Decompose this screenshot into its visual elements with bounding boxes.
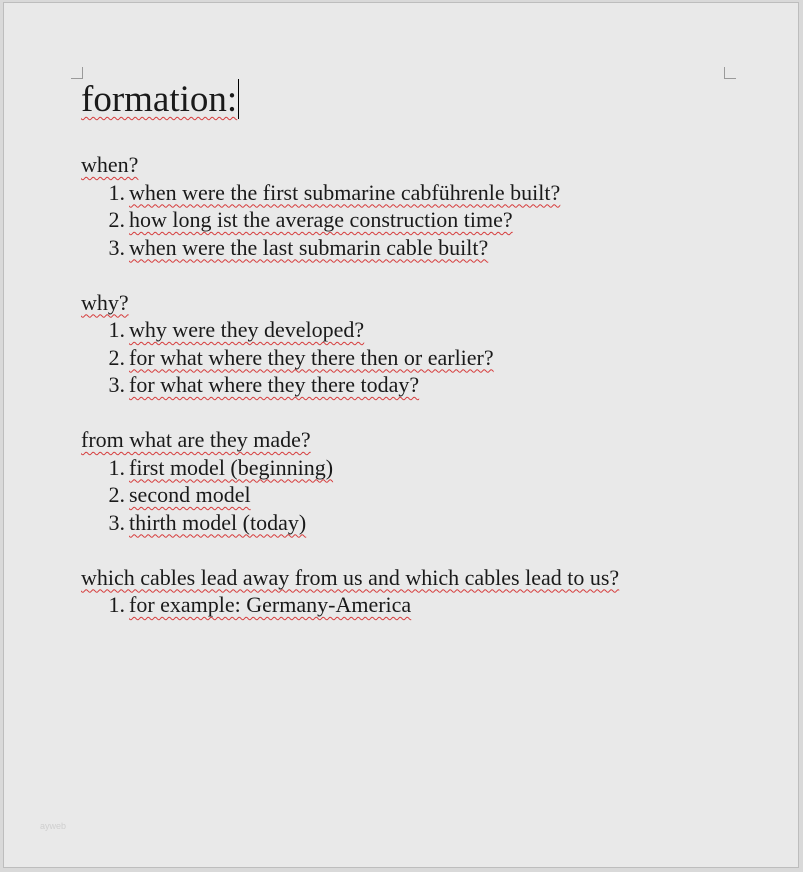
margin-corner-top-right (724, 67, 736, 79)
margin-corner-top-left (71, 67, 83, 79)
list-item-text: for example: Germany-America (129, 592, 412, 617)
heading-text: which cables lead away from us and which cables lead to us? (81, 564, 620, 590)
list-item-text: thirth model (today) (129, 509, 307, 535)
heading-text: when? (81, 152, 139, 177)
list-item-text: for what where they there today? (129, 372, 420, 397)
numbered-list (81, 454, 761, 537)
document-title[interactable] (81, 79, 239, 121)
list-number: 1. (108, 179, 125, 205)
list-item-text: why were they developed? (129, 317, 365, 342)
list-item[interactable] (108, 316, 761, 344)
list-number: 3. (108, 509, 125, 535)
list-number: 2. (108, 344, 125, 370)
text-cursor (238, 79, 239, 119)
list-item[interactable] (108, 371, 761, 399)
heading-text: why? (81, 289, 129, 315)
list-number: 1. (108, 317, 125, 342)
list-item[interactable] (108, 344, 761, 372)
list-item-text: when were the last submarin cable built? (129, 234, 489, 260)
list-item[interactable] (108, 591, 761, 619)
section-materials (81, 426, 761, 536)
section-heading[interactable] (81, 426, 761, 454)
section-cables (81, 564, 761, 619)
numbered-list (81, 591, 761, 619)
list-item[interactable] (108, 509, 761, 537)
list-item[interactable] (108, 481, 761, 509)
list-number: 3. (108, 372, 125, 397)
list-number: 2. (108, 207, 125, 232)
list-item[interactable] (108, 206, 761, 234)
section-heading[interactable] (81, 151, 761, 179)
list-item-text: for what where they there then or earlier? (129, 344, 494, 370)
numbered-list (81, 179, 761, 262)
list-item-text: first model (beginning) (129, 454, 334, 480)
section-why (81, 289, 761, 399)
list-item[interactable] (108, 179, 761, 207)
heading-text: from what are they made? (81, 427, 311, 452)
list-number: 3. (108, 234, 125, 260)
list-item-text: how long ist the average construction time? (129, 207, 513, 232)
list-item-text: when were the first submarine cabführenle built? (129, 179, 561, 205)
title-text: formation: (81, 79, 238, 120)
document-page[interactable] (3, 2, 799, 868)
list-item[interactable] (108, 234, 761, 262)
watermark: ayweb (40, 821, 67, 831)
list-number: 2. (108, 482, 125, 507)
list-number: 1. (108, 454, 125, 480)
document-body[interactable] (81, 151, 761, 646)
list-item-text: second model (129, 482, 251, 507)
section-heading[interactable] (81, 564, 761, 592)
section-heading[interactable] (81, 289, 761, 317)
list-item[interactable] (108, 454, 761, 482)
numbered-list (81, 316, 761, 399)
section-when (81, 151, 761, 261)
list-number: 1. (108, 592, 125, 617)
